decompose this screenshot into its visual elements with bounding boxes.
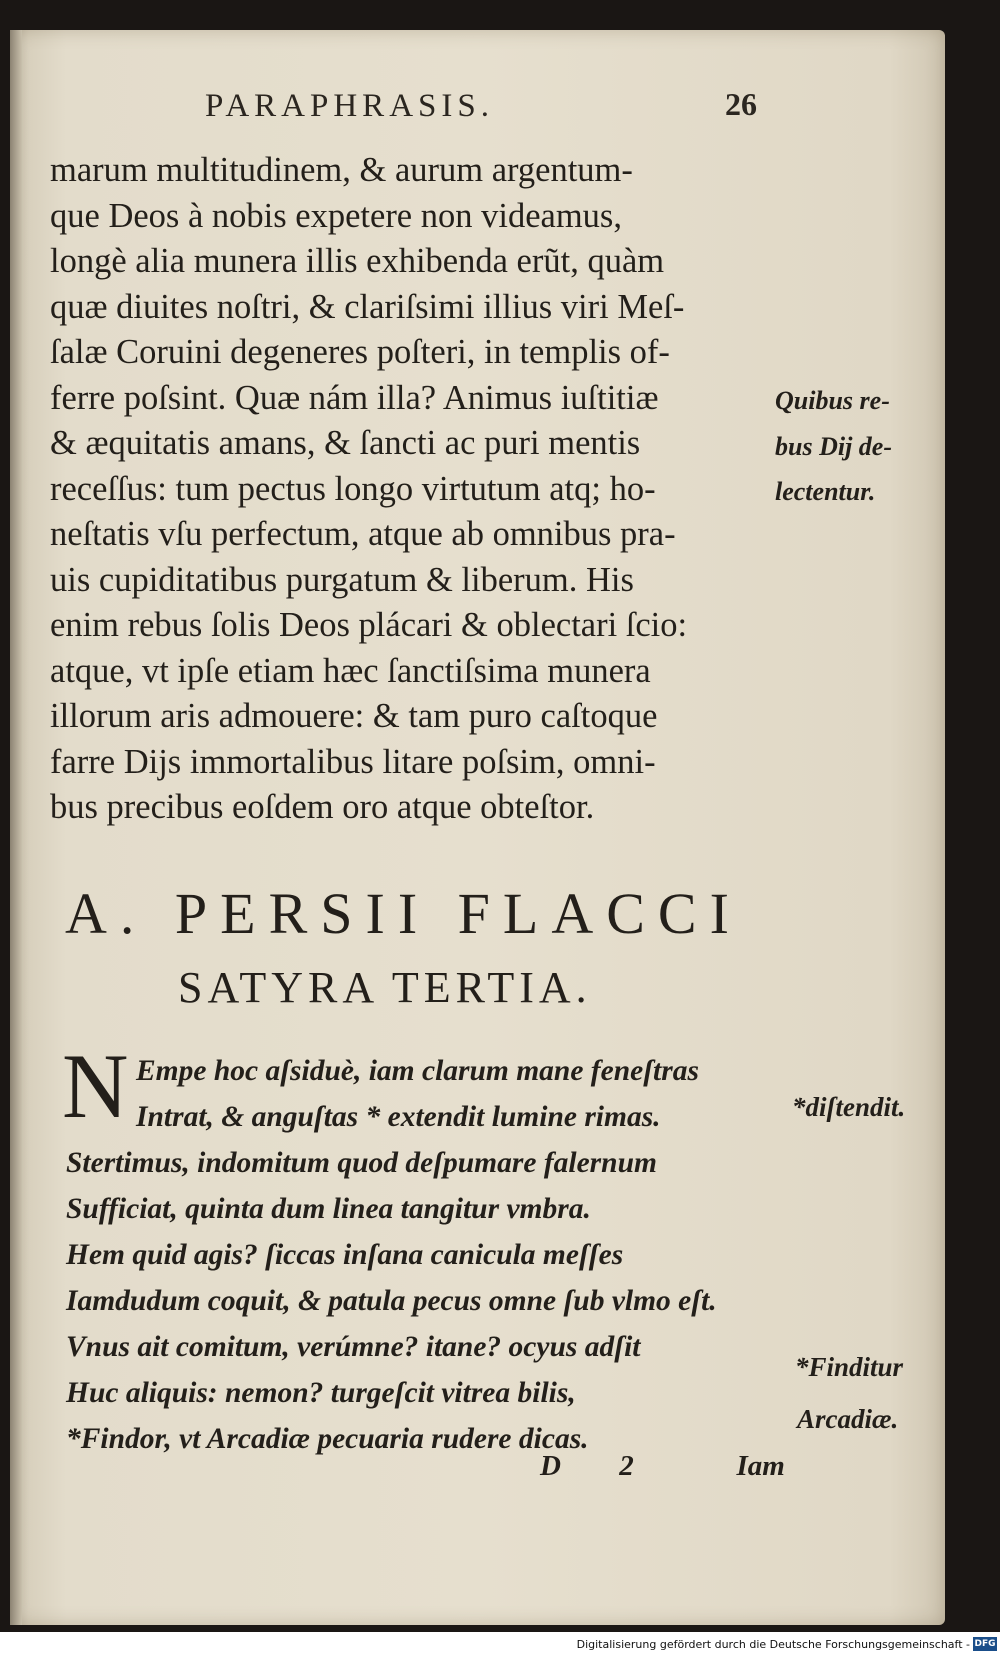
body-line: illorum aris admouere: & tam puro caſtoque [50,697,658,735]
margin-note-line: lectentur. [775,477,876,506]
body-line: neſtatis vſu perfectum, atque ab omnibus pra- [50,515,676,553]
body-line: que Deos à nobis expetere non videamus, [50,196,622,235]
page-number: 26 [725,86,757,122]
body-line: longè alia munera illis exhibenda erũt, quàm [50,242,665,280]
verse-line: Hem quid agis? ſiccas inſana canicula meſſes [66,1239,624,1271]
gloss-finditur: *Finditur [795,1352,904,1382]
section-title: A. PERSII FLACCI [65,881,742,946]
verse-line: Intrat, & anguſtas * extendit lumine rimas. [136,1101,661,1133]
page-gutter [10,30,22,1625]
paraphrasis-body [50,148,780,831]
verse-line: Stertimus, indomitum quod deſpumare falernum [66,1147,657,1179]
body-line: enim rebus ſolis Deos plácari & oblectari ſcio: [50,606,688,644]
catchwords-line [540,1450,800,1483]
margin-note [775,378,940,515]
gloss-arcadiae: Arcadiæ. [797,1404,899,1434]
body-line: atque, vt ipſe etiam hæc ſanctiſsima munera [50,651,651,690]
body-line: ferre poſsint. Quæ nám illa? Animus iuſtitiæ [50,378,659,417]
verse-line: Iamdudum coquit, & patula pecus omne ſub vlmo eſt. [66,1285,717,1317]
section-subtitle: SATYRA TERTIA. [178,963,592,1012]
body-line: farre Dijs immortalibus litare poſsim, omni- [50,742,656,781]
running-head: PARAPHRASIS. [205,88,494,124]
verse-block [66,1048,766,1462]
drop-cap-initial: N [62,1035,129,1137]
catchword: Iam [736,1450,785,1482]
signature-letter: D [540,1450,561,1482]
digitization-credit: Digitalisierung gefördert durch die Deutsche Forschungsgemeinschaft - [576,1638,970,1651]
verse-line: *Findor, vt Arcadiæ pecuaria rudere dicas. [66,1423,589,1455]
body-line: ſalæ Coruini degeneres poſteri, in templis of- [50,333,670,371]
verse-line: Huc aliquis: nemon? turgeſcit vitrea bilis, [66,1377,576,1409]
margin-note-line: Quibus re- [775,386,890,415]
signature-number: 2 [619,1450,634,1482]
body-line: quæ diuites noſtri, & clariſsimi illius viri Meſ- [50,287,685,326]
gloss-distendit: *diſtendit. [792,1092,906,1122]
body-line: & æquitatis amans, & ſancti ac puri mentis [50,424,641,462]
verse-line: Empe hoc aſsiduè, iam clarum mane feneſtras [136,1055,699,1087]
body-line: receſſus: tum pectus longo virtutum atq; ho- [50,469,656,508]
body-line: uis cupiditatibus purgatum & liberum. His [50,560,634,599]
verse-line: Vnus ait comitum, verúmne? itane? ocyus adſit [66,1331,641,1363]
body-line: marum multitudinem, & aurum argentum- [50,151,633,189]
body-line: bus precibus eoſdem oro atque obteſtor. [50,788,595,826]
dfg-logo: DFG [974,1639,996,1649]
margin-note-line: bus Dij de- [775,431,892,461]
verse-line: Sufficiat, quinta dum linea tangitur vmbra. [66,1193,591,1225]
